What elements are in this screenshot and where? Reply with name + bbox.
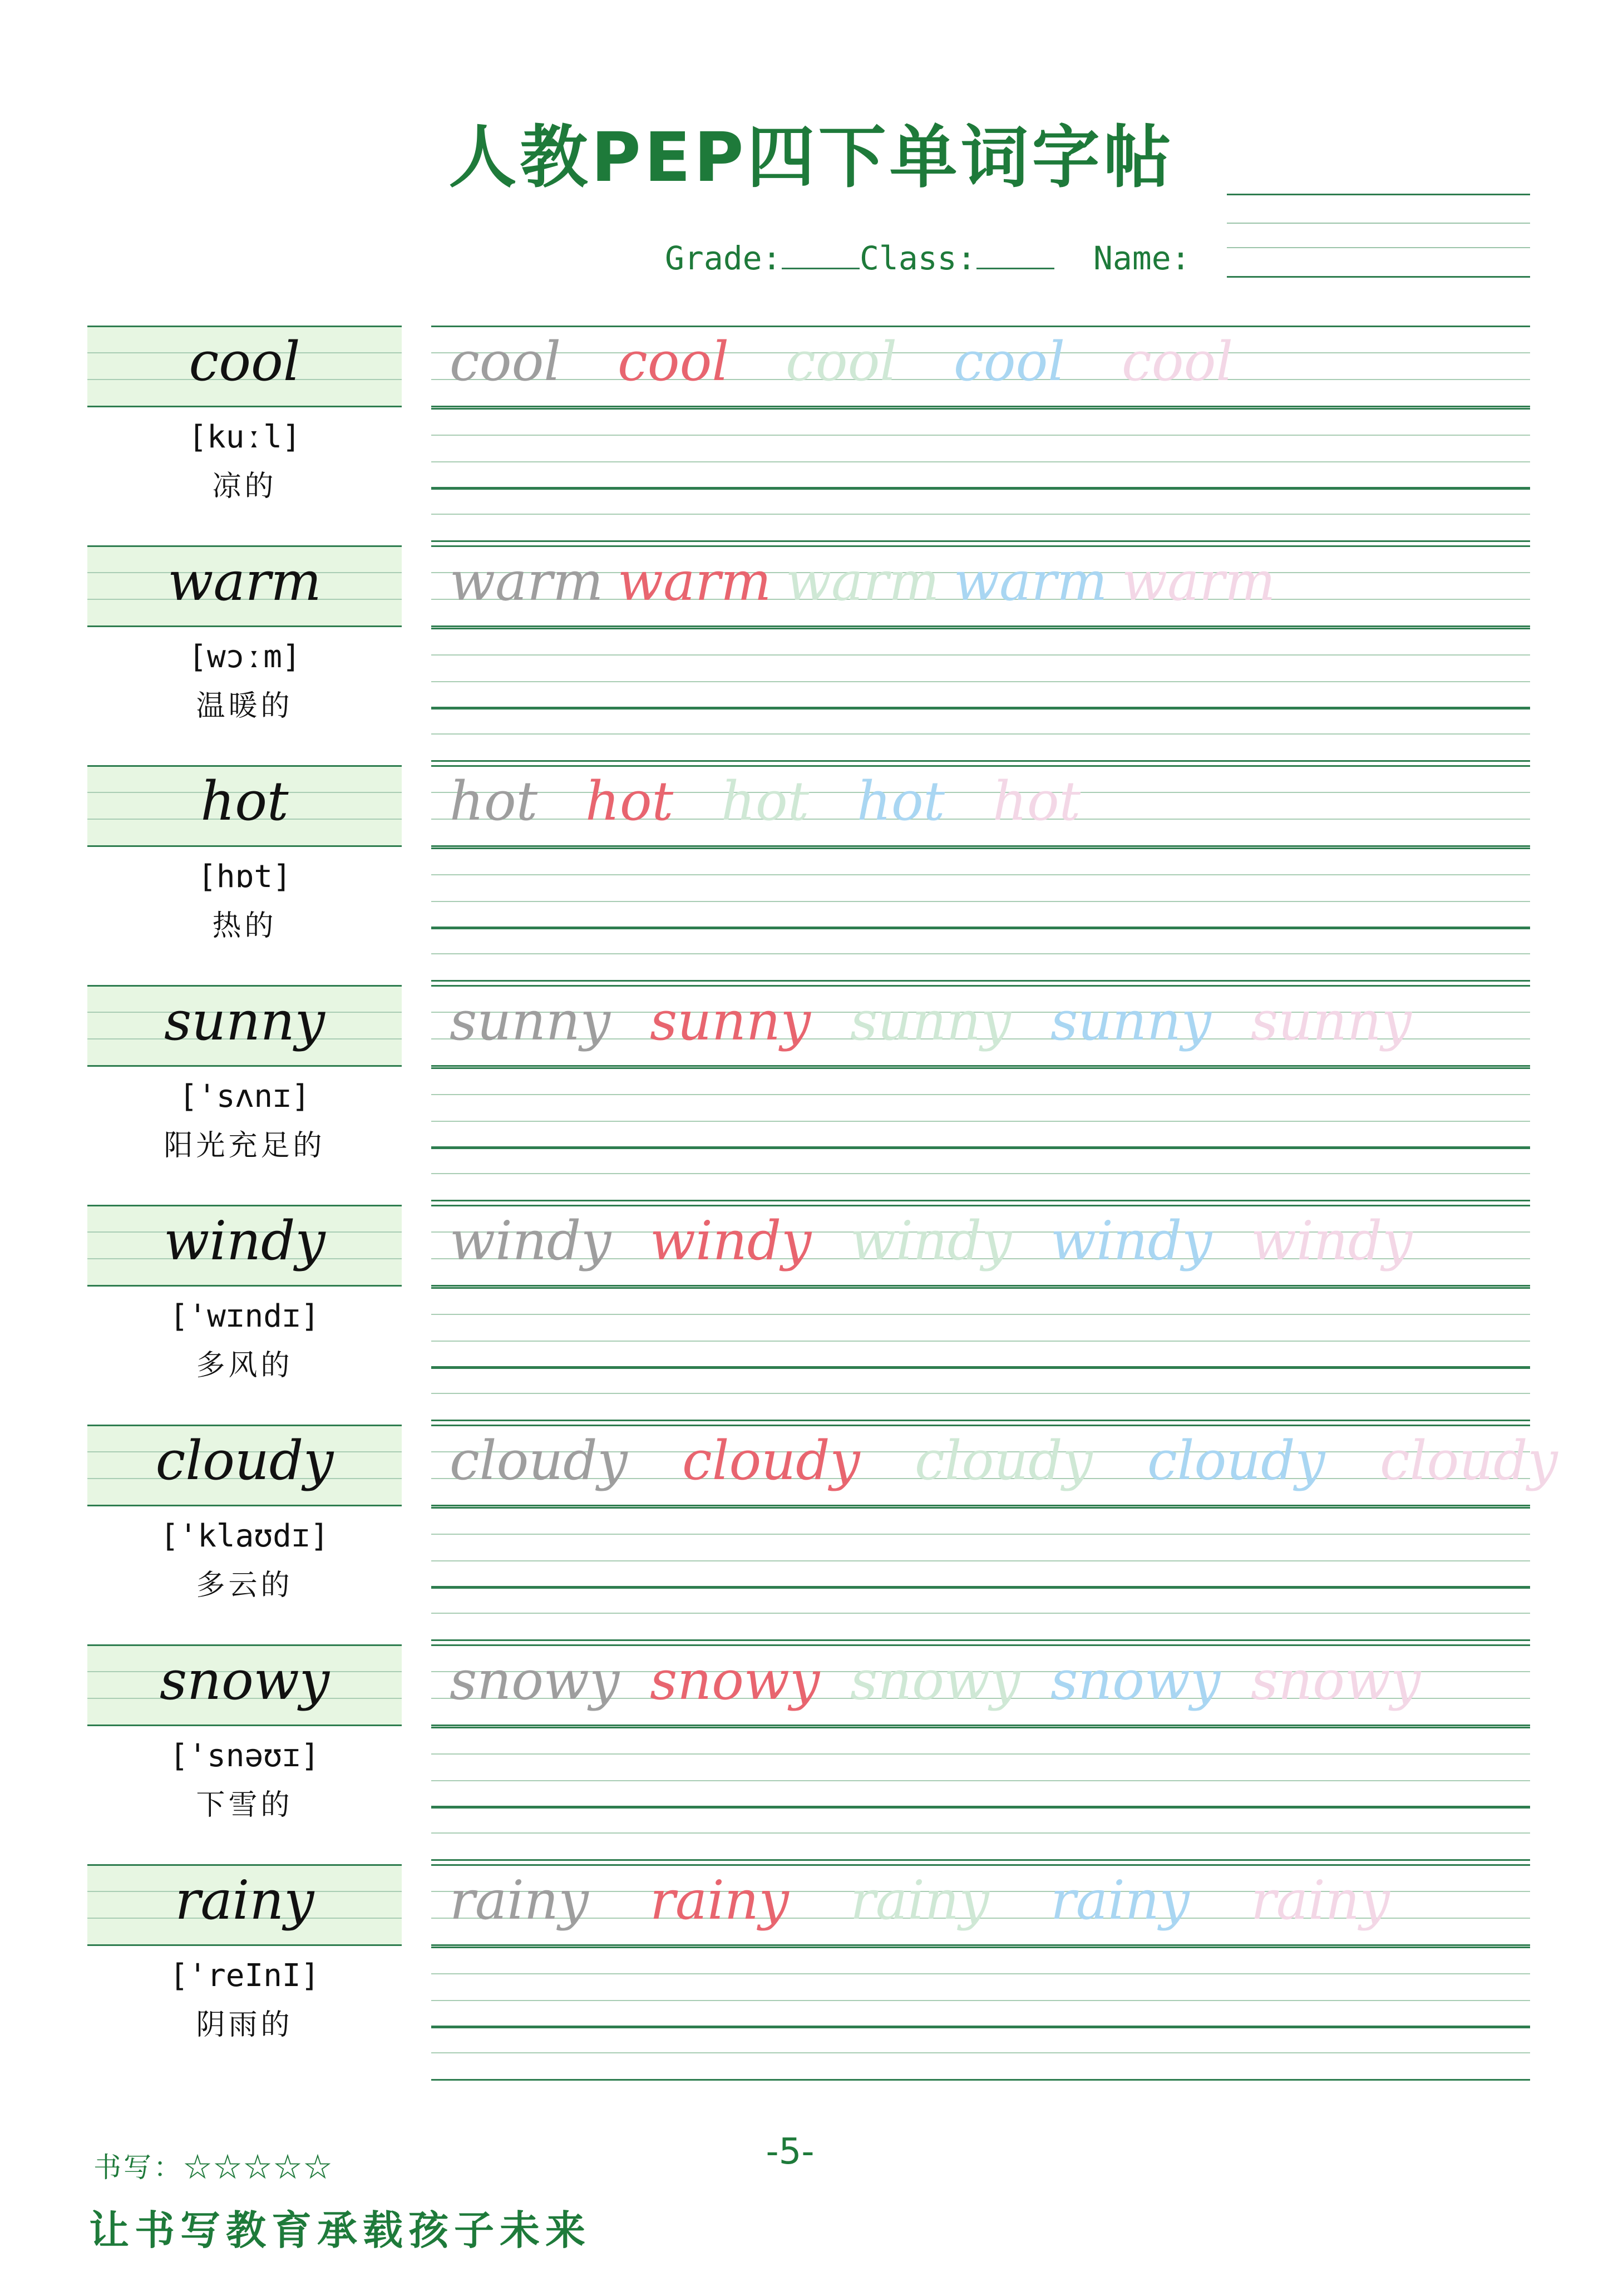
trace-word: warm (618, 550, 772, 613)
trace-word: warm (954, 550, 1108, 613)
practice-lines[interactable] (431, 628, 1530, 708)
practice-line (431, 1285, 1530, 1287)
trace-word: windy (1251, 1210, 1413, 1272)
practice-line (431, 733, 1530, 735)
practice-line (431, 1067, 1530, 1069)
word-row (0, 326, 1623, 543)
practice-line (431, 487, 1530, 489)
guide-line (87, 1425, 402, 1426)
trace-word: snowy (1050, 1649, 1221, 1712)
trace-word: cloudy (682, 1430, 860, 1492)
practice-line (431, 1505, 1530, 1506)
practice-line (431, 874, 1530, 875)
practice-lines[interactable] (431, 408, 1530, 488)
practice-line (431, 1366, 1530, 1368)
practice-line (431, 1753, 1530, 1755)
practice-line (431, 1065, 1530, 1067)
page-number: -5- (766, 2131, 815, 2172)
word-row (0, 545, 1623, 762)
trace-word: snowy (1251, 1649, 1421, 1712)
practice-line (431, 1944, 1530, 1946)
practice-lines[interactable] (431, 1507, 1530, 1587)
guide-line (87, 1505, 402, 1506)
practice-line (431, 765, 1530, 767)
practice-line (431, 2000, 1530, 2001)
word-meaning: 凉的 (212, 470, 277, 503)
trace-word: cloudy (1147, 1430, 1325, 1492)
writing-rating: 书写：☆☆☆☆☆ (93, 2151, 334, 2184)
practice-line (431, 628, 1530, 629)
guide-line (87, 845, 402, 847)
word-text: hot (200, 770, 289, 832)
practice-lines[interactable] (431, 1947, 1530, 2027)
practice-line (431, 461, 1530, 462)
practice-lines[interactable] (431, 1727, 1530, 1807)
practice-line (431, 1314, 1530, 1315)
practice-lines[interactable] (431, 1287, 1530, 1367)
practice-line (431, 1832, 1530, 1834)
trace-word: warm (1122, 550, 1276, 613)
practice-line (431, 927, 1530, 928)
word-row (0, 1205, 1623, 1422)
trace-word: cloudy (915, 1430, 1093, 1492)
practice-line (431, 1864, 1530, 1866)
guide-line (87, 1644, 402, 1646)
trace-word: rainy (1251, 1869, 1390, 1932)
practice-line (431, 1586, 1530, 1588)
practice-line (431, 406, 1530, 407)
guide-line (87, 625, 402, 627)
practice-line (431, 326, 1530, 327)
word-phonetic: [hɒt] (198, 859, 292, 895)
practice-line (431, 1806, 1530, 1807)
word-meaning: 多风的 (196, 1349, 293, 1382)
trace-word: cool (618, 331, 729, 393)
trace-word: sunny (1251, 990, 1412, 1052)
practice-line (431, 1727, 1530, 1728)
word-phonetic: [wɔːm] (188, 639, 301, 675)
word-text: cloudy (155, 1430, 334, 1492)
word-text: snowy (159, 1649, 330, 1712)
practice-line (431, 681, 1530, 682)
trace-word: cool (1122, 331, 1234, 393)
grade-blank[interactable] (782, 241, 860, 269)
practice-lines[interactable] (431, 848, 1530, 928)
guide-line (87, 326, 402, 327)
trace-word: cloudy (1380, 1430, 1558, 1492)
practice-line (431, 1425, 1530, 1426)
practice-line (431, 1420, 1530, 1421)
practice-line (431, 901, 1530, 902)
word-row (0, 1425, 1623, 1642)
trace-word: windy (1050, 1210, 1212, 1272)
trace-word: warm (450, 550, 604, 613)
class-field (860, 239, 1054, 278)
practice-lines[interactable] (431, 2026, 1530, 2106)
trace-word: hot (857, 770, 945, 832)
practice-line (431, 1780, 1530, 1781)
guide-line (87, 406, 402, 407)
trace-word: sunny (850, 990, 1011, 1052)
practice-line (431, 1173, 1530, 1174)
name-field (1093, 239, 1191, 278)
trace-word: hot (993, 770, 1081, 832)
class-blank[interactable] (976, 241, 1054, 269)
practice-line (431, 1534, 1530, 1535)
word-text: rainy (175, 1869, 314, 1932)
word-text: warm (167, 550, 322, 613)
guide-line (87, 1285, 402, 1287)
trace-word: hot (721, 770, 810, 832)
practice-line (431, 953, 1530, 954)
word-phonetic: ['wɪndɪ] (169, 1298, 320, 1334)
name-line-mid1 (1227, 223, 1530, 224)
trace-word: rainy (850, 1869, 989, 1932)
practice-line (431, 654, 1530, 656)
practice-line (431, 1560, 1530, 1561)
guide-line (87, 765, 402, 767)
practice-line (431, 2079, 1530, 2081)
guide-line (87, 1205, 402, 1206)
name-line-top (1227, 194, 1530, 195)
practice-line (431, 1859, 1530, 1861)
practice-line (431, 408, 1530, 410)
name-line-bottom (1227, 276, 1530, 278)
trace-word: rainy (650, 1869, 789, 1932)
trace-word: windy (450, 1210, 611, 1272)
practice-line (431, 1205, 1530, 1206)
practice-line (431, 707, 1530, 708)
guide-line (87, 1944, 402, 1946)
guide-line (87, 1864, 402, 1866)
trace-word: sunny (450, 990, 610, 1052)
practice-line (431, 1121, 1530, 1122)
trace-word: hot (585, 770, 674, 832)
word-phonetic: [kuːl] (188, 419, 301, 455)
trace-word: cool (450, 331, 561, 393)
trace-word: snowy (450, 1649, 620, 1712)
name-line-mid2 (1227, 247, 1530, 248)
grade-label: Grade: (665, 239, 782, 277)
word-text: windy (164, 1210, 325, 1272)
name-label: Name: (1093, 239, 1191, 277)
word-meaning: 多云的 (196, 1569, 293, 1602)
practice-line (431, 1725, 1530, 1726)
word-meaning: 下雪的 (196, 1788, 293, 1822)
practice-line (431, 545, 1530, 547)
trace-word: cloudy (450, 1430, 628, 1492)
word-meaning: 热的 (212, 909, 277, 943)
practice-line (431, 435, 1530, 436)
practice-line (431, 1644, 1530, 1646)
practice-line (431, 514, 1530, 515)
practice-line (431, 848, 1530, 849)
practice-line (431, 2052, 1530, 2053)
trace-word: windy (850, 1210, 1012, 1272)
practice-line (431, 1639, 1530, 1641)
word-row (0, 985, 1623, 1202)
practice-lines[interactable] (431, 1067, 1530, 1147)
word-phonetic: ['sʌnɪ] (179, 1078, 310, 1115)
practice-line (431, 1393, 1530, 1394)
practice-line (431, 1947, 1530, 1948)
trace-word: cool (954, 331, 1065, 393)
word-text: sunny (164, 990, 325, 1052)
footer-slogan: 让书写教育承载孩子未来 (89, 2206, 591, 2254)
word-text: cool (189, 331, 300, 393)
guide-line (87, 1065, 402, 1067)
word-row (0, 1864, 1623, 2081)
practice-line (431, 1146, 1530, 1148)
trace-word: rainy (450, 1869, 589, 1932)
practice-line (431, 2026, 1530, 2027)
word-row (0, 765, 1623, 982)
class-label: Class: (860, 239, 976, 277)
page-title: 人教PEP四下单词字帖 (448, 118, 1175, 197)
trace-word: windy (650, 1210, 812, 1272)
word-row (0, 1644, 1623, 1861)
trace-word: sunny (650, 990, 811, 1052)
practice-line (431, 1613, 1530, 1614)
trace-word: snowy (850, 1649, 1020, 1712)
word-meaning: 温暖的 (196, 689, 293, 723)
trace-word: sunny (1050, 990, 1211, 1052)
guide-line (87, 1725, 402, 1726)
trace-word: hot (450, 770, 538, 832)
word-phonetic: ['snəʊɪ] (169, 1738, 320, 1774)
practice-line (431, 985, 1530, 987)
word-phonetic: ['reInI] (169, 1958, 320, 1994)
practice-line (431, 1341, 1530, 1342)
practice-line (431, 845, 1530, 847)
practice-line (431, 1094, 1530, 1095)
practice-line (431, 1200, 1530, 1201)
trace-word: rainy (1050, 1869, 1190, 1932)
practice-line (431, 760, 1530, 762)
practice-line (431, 625, 1530, 627)
word-meaning: 阴雨的 (196, 2008, 293, 2042)
practice-line (431, 1973, 1530, 1974)
practice-line (431, 1287, 1530, 1289)
word-phonetic: ['klaʊdɪ] (160, 1518, 329, 1554)
practice-line (431, 980, 1530, 982)
trace-word: snowy (650, 1649, 820, 1712)
trace-word: cool (786, 331, 897, 393)
name-writing-lines (1227, 194, 1530, 277)
trace-word: warm (786, 550, 940, 613)
guide-line (87, 545, 402, 547)
guide-line (87, 985, 402, 987)
word-meaning: 阳光充足的 (164, 1129, 325, 1162)
grade-field (665, 239, 860, 278)
practice-line (431, 1507, 1530, 1509)
practice-line (431, 540, 1530, 542)
